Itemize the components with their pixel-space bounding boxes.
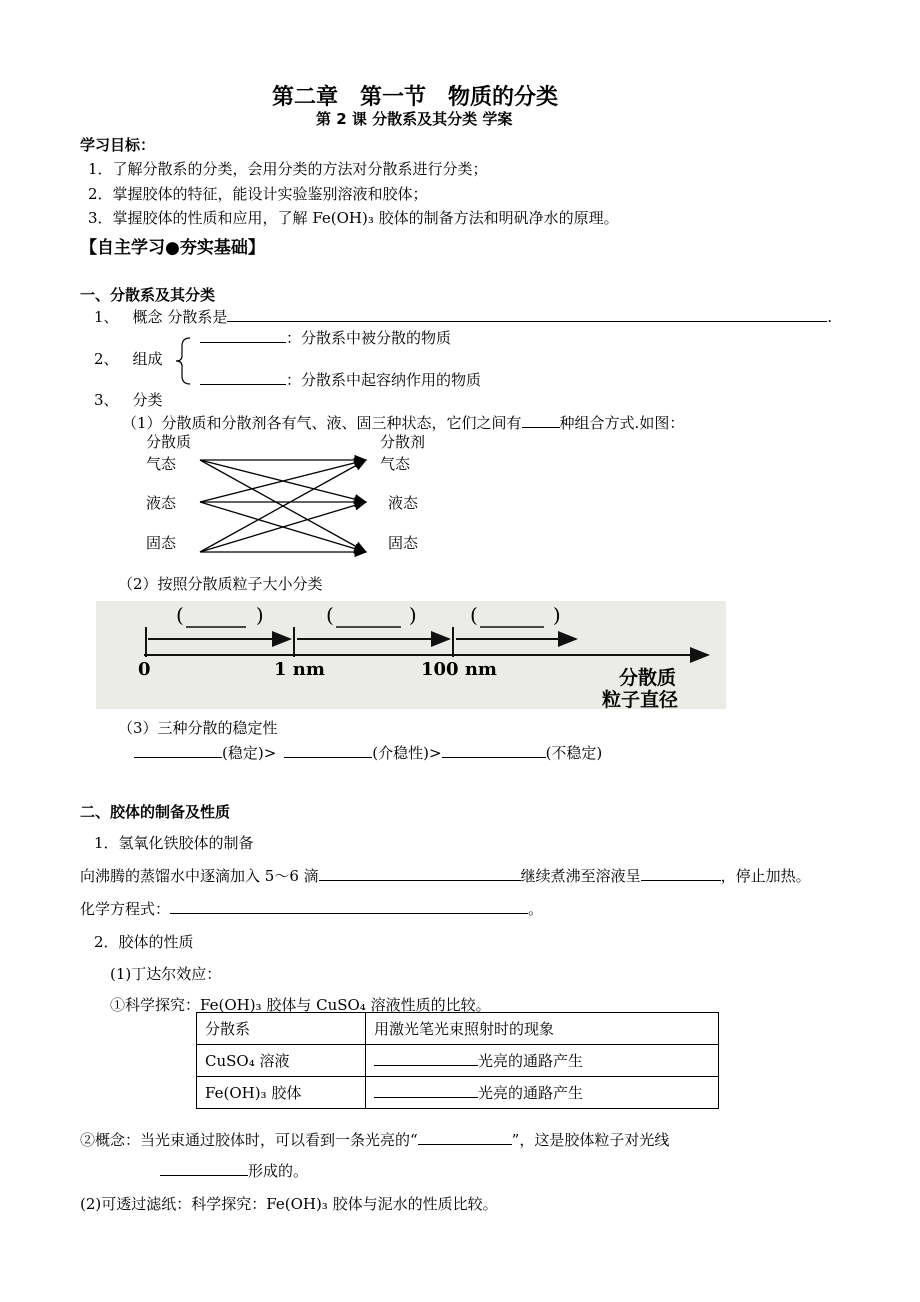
tick-100nm: 100 nm xyxy=(421,659,497,680)
concept-line: 1、 概念 分散系是 . xyxy=(94,308,833,326)
table-cell: 光亮的通路产生 xyxy=(366,1045,719,1077)
section: 第一节 xyxy=(360,85,427,110)
axis-label-line2: 粒子直径 xyxy=(602,689,679,709)
combination-count-blank[interactable] xyxy=(522,412,560,428)
right-state-solid: 固态 xyxy=(388,534,419,552)
phenomenon-blank[interactable] xyxy=(374,1050,478,1066)
unstable-blank[interactable] xyxy=(442,742,546,758)
table-cell: 光亮的通路产生 xyxy=(366,1077,719,1109)
composition-item-2: ：分散系中起容纳作用的物质 xyxy=(200,369,481,390)
tyndall-heading: (1)丁达尔效应： xyxy=(110,965,222,983)
diagram-left-header: 分散质 xyxy=(146,433,192,451)
metastable-blank[interactable] xyxy=(284,742,372,758)
chapter: 第二章 xyxy=(272,85,339,110)
part2-sub2: 2．胶体的性质 xyxy=(94,933,194,951)
table-cell: CuSO₄ 溶液 xyxy=(197,1045,366,1077)
color-blank[interactable] xyxy=(641,865,721,881)
classify-q2: （2）按照分散质粒子大小分类 xyxy=(118,575,323,593)
stability-line: (稳定)> (介稳性)> (不稳定) xyxy=(134,742,602,763)
table-row xyxy=(197,1045,719,1077)
objectives-title: 学习目标： xyxy=(80,136,156,154)
bracket-1[interactable]: ( ) xyxy=(176,603,264,627)
bracket-2[interactable]: ( ) xyxy=(326,603,417,627)
right-state-gas: 气态 xyxy=(380,455,411,473)
table-header-row xyxy=(197,1013,719,1045)
bracket-3[interactable]: ( ) xyxy=(470,603,561,627)
concept-line: ②概念：当光束通过胶体时，可以看到一条光亮的“ ”，这是胶体粒子对光线 xyxy=(80,1131,670,1149)
filter-line: (2)可透过滤纸：科学探究：Fe(OH)₃ 胶体与泥水的性质比较。 xyxy=(80,1195,498,1213)
comparison-table xyxy=(196,1012,719,1109)
scattering-blank[interactable] xyxy=(160,1160,248,1176)
classify-heading: 3、 分类 xyxy=(94,391,163,409)
brace-icon xyxy=(172,336,194,386)
part1-title: 一、分散系及其分类 xyxy=(80,286,216,304)
diagram-right-header: 分散剂 xyxy=(380,433,426,451)
left-state-solid: 固态 xyxy=(146,534,177,552)
concept-blank[interactable] xyxy=(227,306,827,322)
composition-item-1: ：分散系中被分散的物质 xyxy=(200,327,451,348)
phenomenon-blank[interactable] xyxy=(374,1082,478,1098)
light-path-blank[interactable] xyxy=(418,1129,512,1145)
tick-1nm: 1 nm xyxy=(274,659,325,680)
objective-2: 2．掌握胶体的特征，能设计实验鉴别溶液和胶体； xyxy=(88,185,428,203)
left-state-liquid: 液态 xyxy=(146,494,177,512)
table-cell: Fe(OH)₃ 胶体 xyxy=(197,1077,366,1109)
equation-blank[interactable] xyxy=(170,898,528,914)
right-state-liquid: 液态 xyxy=(388,494,419,512)
dispersion-medium-blank[interactable] xyxy=(200,369,286,385)
table-header: 分散系 xyxy=(197,1013,366,1045)
table-header: 用激光笔光束照射时的现象 xyxy=(366,1013,719,1045)
axis-label-line1: 分散质 xyxy=(619,667,677,689)
explore-line: ①科学探究：Fe(OH)₃ 胶体与 CuSO₄ 溶液性质的比较。 xyxy=(110,996,491,1014)
objective-1: 1．了解分散系的分类，会用分类的方法对分散系进行分类； xyxy=(88,160,488,178)
classify-q3: （3）三种分散的稳定性 xyxy=(118,719,278,737)
topic: 物质的分类 xyxy=(448,85,559,110)
classify-q1: （1）分散质和分散剂各有气、液、固三种状态，它们之间有 种组合方式.如图： xyxy=(122,414,685,432)
prep-line: 向沸腾的蒸馏水中逐滴加入 5～6 滴 继续煮沸至溶液呈 ，停止加热。 xyxy=(80,867,811,885)
part2-sub1: 1．氢氧化铁胶体的制备 xyxy=(94,834,254,852)
equation-line: 化学方程式： 。 xyxy=(80,900,544,918)
lesson-subtitle: 第 2 课 分散系及其分类 学案 xyxy=(316,110,513,128)
dispersed-phase-blank[interactable] xyxy=(200,327,286,343)
objective-3: 3．掌握胶体的性质和应用，了解 Fe(OH)₃ 胶体的制备方法和明矾净水的原理。 xyxy=(88,209,619,227)
composition-num: 2、 组成 xyxy=(94,350,163,368)
stable-blank[interactable] xyxy=(134,742,222,758)
self-study-title: 【自主学习●夯实基础】 xyxy=(80,238,265,258)
combination-arrows xyxy=(196,452,374,560)
reagent-blank[interactable] xyxy=(319,865,521,881)
particle-size-scale xyxy=(96,601,726,709)
page-title xyxy=(272,80,558,111)
left-state-gas: 气态 xyxy=(146,455,177,473)
tick-0: 0 xyxy=(138,659,151,680)
part2-title: 二、胶体的制备及性质 xyxy=(80,803,231,821)
table-row xyxy=(197,1077,719,1109)
concept-line-2: 形成的。 xyxy=(160,1160,308,1181)
